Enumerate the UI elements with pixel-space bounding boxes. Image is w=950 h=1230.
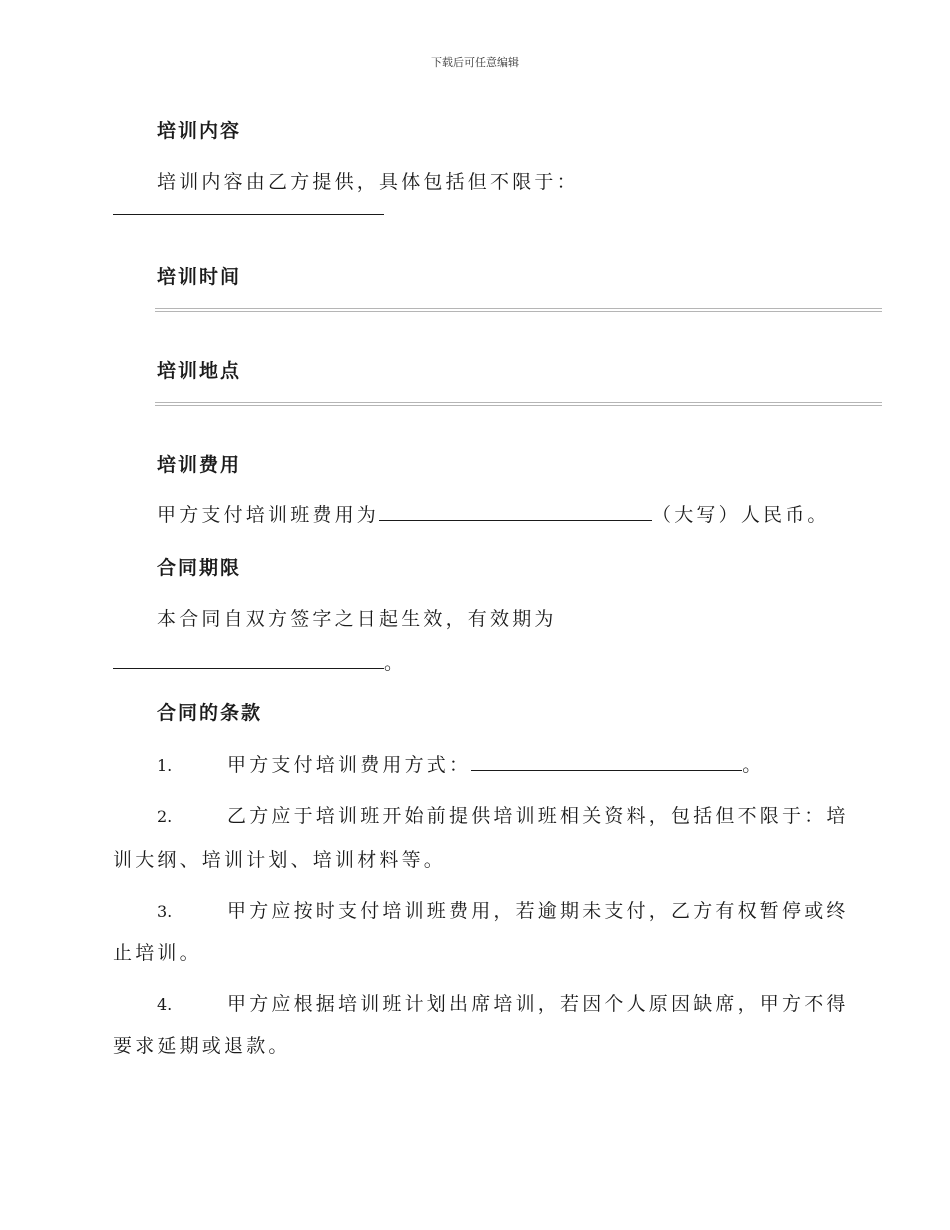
section-title-term: 合同期限 <box>157 557 242 579</box>
clause-text: 甲方支付培训费用方式： <box>227 754 472 776</box>
clause-text: 甲方应根据培训班计划出席培训，若因个人原因缺席，甲方不得 <box>227 993 849 1015</box>
section-title-content: 培训内容 <box>157 120 242 142</box>
location-fill-line[interactable] <box>155 402 882 406</box>
page-header: 下载后可任意编辑 <box>431 56 519 69</box>
clause-4-line-1 <box>157 989 849 1016</box>
clause-end: 。 <box>742 754 765 776</box>
clause-1 <box>157 750 764 777</box>
fee-text-before: 甲方支付培训班费用为 <box>157 504 380 526</box>
clause-2-line-2: 训大纲、培训计划、培训材料等。 <box>113 849 447 871</box>
content-text: 培训内容由乙方提供，具体包括但不限于： <box>157 171 579 193</box>
time-fill-line[interactable] <box>155 308 882 312</box>
term-end: 。 <box>384 652 407 674</box>
clause-number: 3. <box>157 902 173 921</box>
clause-number: 2. <box>157 807 173 826</box>
fee-line <box>157 500 830 527</box>
clause-text: 甲方应按时支付培训班费用，若逾期未支付，乙方有权暂停或终 <box>227 900 849 922</box>
clause-2-line-1 <box>157 801 849 828</box>
clause-4-line-2: 要求延期或退款。 <box>113 1035 291 1057</box>
clause-3-line-1 <box>157 896 849 923</box>
term-duration-blank[interactable] <box>113 650 384 669</box>
section-title-fee: 培训费用 <box>157 454 242 476</box>
clause-3-line-2: 止培训。 <box>113 942 202 964</box>
term-text: 本合同自双方签字之日起生效，有效期为 <box>157 608 557 630</box>
clause-text: 乙方应于培训班开始前提供培训班相关资料，包括但不限于：培 <box>227 805 849 827</box>
section-title-time: 培训时间 <box>157 266 242 288</box>
term-blank-row <box>113 648 406 675</box>
fee-amount-blank[interactable] <box>379 502 652 521</box>
clause-number: 4. <box>157 995 173 1014</box>
fee-text-after: （大写）人民币。 <box>652 504 830 526</box>
section-title-location: 培训地点 <box>157 360 242 382</box>
clause-number: 1. <box>157 756 173 775</box>
payment-method-blank[interactable] <box>471 752 742 771</box>
content-blank-line[interactable] <box>113 214 384 215</box>
section-title-clauses: 合同的条款 <box>157 702 263 724</box>
